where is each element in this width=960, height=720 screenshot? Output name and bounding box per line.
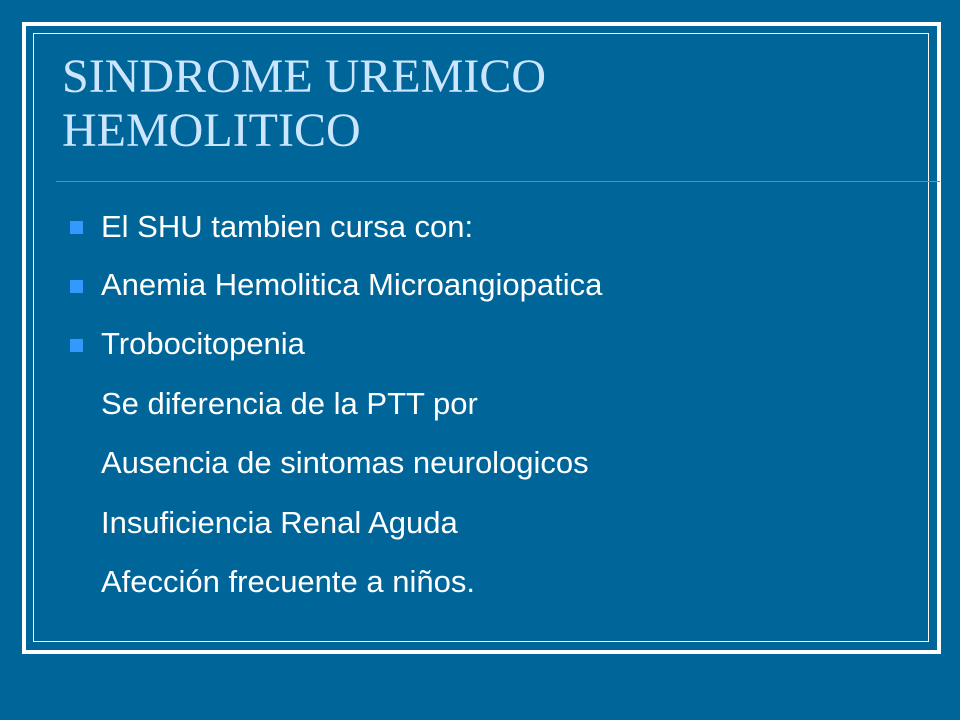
bullet-square-icon bbox=[70, 339, 83, 352]
text-line-3: Insuficiencia Renal Aguda bbox=[101, 505, 458, 540]
slide-title-line-2: HEMOLITICO bbox=[62, 104, 361, 157]
text-line-4: Afección frecuente a niños. bbox=[101, 564, 475, 599]
bullet-square-icon bbox=[70, 280, 83, 293]
bullet-item-2: Anemia Hemolitica Microangiopatica bbox=[101, 267, 603, 302]
bullet-item-1: El SHU tambien cursa con: bbox=[101, 209, 474, 244]
bullet-square-icon bbox=[70, 221, 83, 234]
title-divider bbox=[56, 181, 940, 182]
slide-title bbox=[62, 50, 882, 158]
slide-title-line-1: SINDROME UREMICO bbox=[62, 50, 547, 103]
text-line-2: Ausencia de sintomas neurologicos bbox=[101, 445, 589, 480]
text-line-1: Se diferencia de la PTT por bbox=[101, 386, 478, 421]
bullet-item-3: Trobocitopenia bbox=[101, 326, 305, 361]
